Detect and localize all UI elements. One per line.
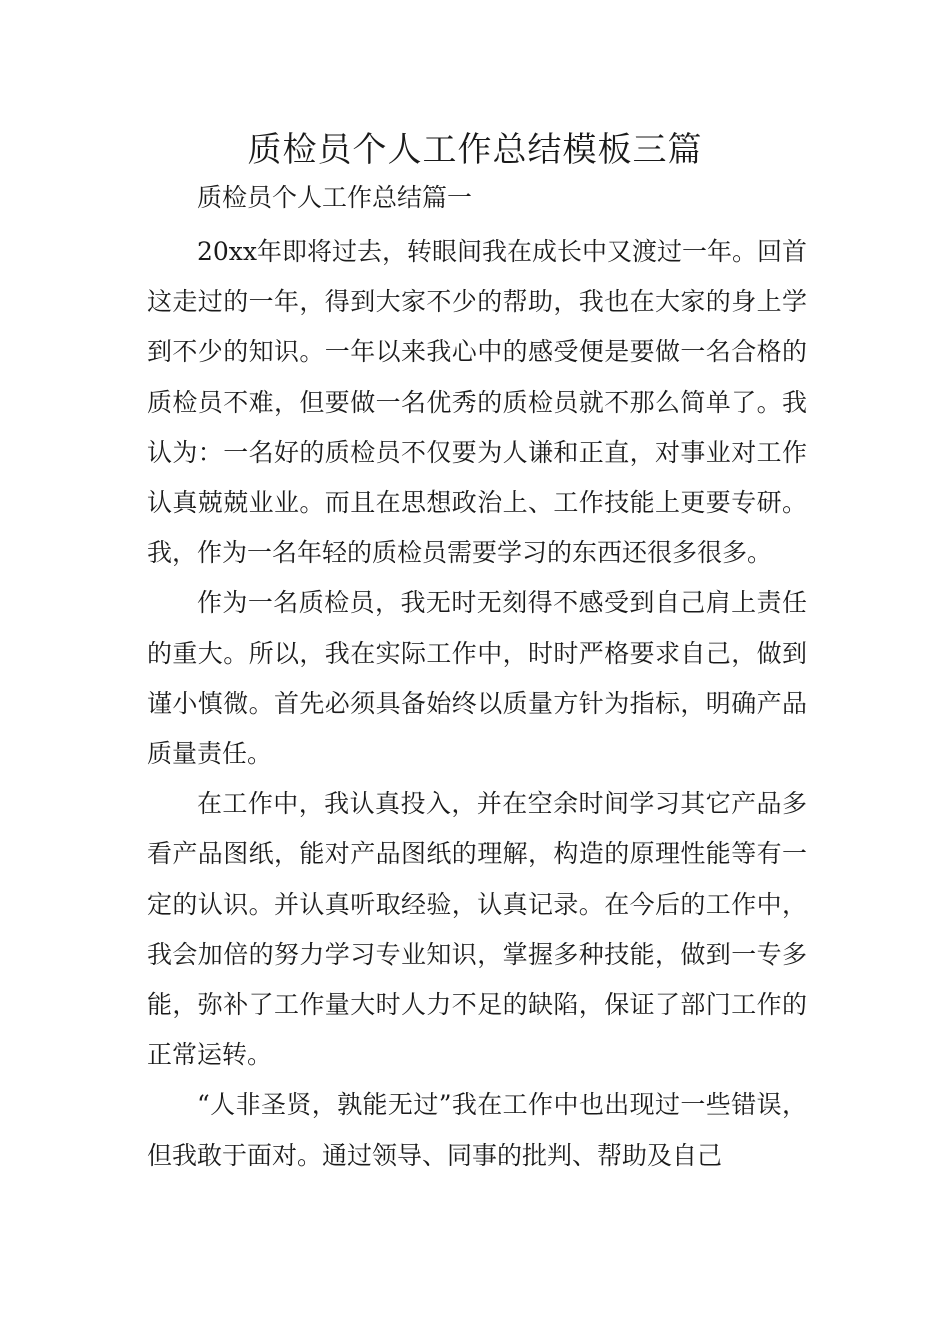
document-title: 质检员个人工作总结模板三篇 <box>247 130 703 170</box>
paragraph: 作为一名质检员，我无时无刻得不感受到自己肩上责任的重大。所以，我在实际工作中，时时严格要求自己，做到谨小慎微。首先必须具备始终以质量方针为指标，明确产品质量责任。 <box>147 588 807 769</box>
document-body <box>147 227 807 1181</box>
section-heading: 质检员个人工作总结篇一 <box>197 183 473 212</box>
paragraph: 20xx年即将过去，转眼间我在成长中又渡过一年。回首这走过的一年，得到大家不少的帮助，我也在大家的身上学到不少的知识。一年以来我心中的感受便是要做一名合格的质检员不难，但要做一名优秀的质检员就不那么简单了。我认为：一名好的质检员不仅要为人谦和正直，对事业对工作认真兢兢业业。而且在思想政治上、工作技能上更要专研。我，作为一名年轻的质检员需要学习的东西还很多很多。 <box>147 237 808 568</box>
paragraph: 在工作中，我认真投入，并在空余时间学习其它产品多看产品图纸，能对产品图纸的理解，构造的原理性能等有一定的认识。并认真听取经验，认真记录。在今后的工作中，我会加倍的努力学习专业知识，掌握多种技能，做到一专多能，弥补了工作量大时人力不足的缺陷，保证了部门工作的正常运转。 <box>147 789 807 1070</box>
paragraph: “人非圣贤，孰能无过”我在工作中也出现过一些错误，但我敢于面对。通过领导、同事的批判、帮助及自己 <box>147 1090 807 1170</box>
